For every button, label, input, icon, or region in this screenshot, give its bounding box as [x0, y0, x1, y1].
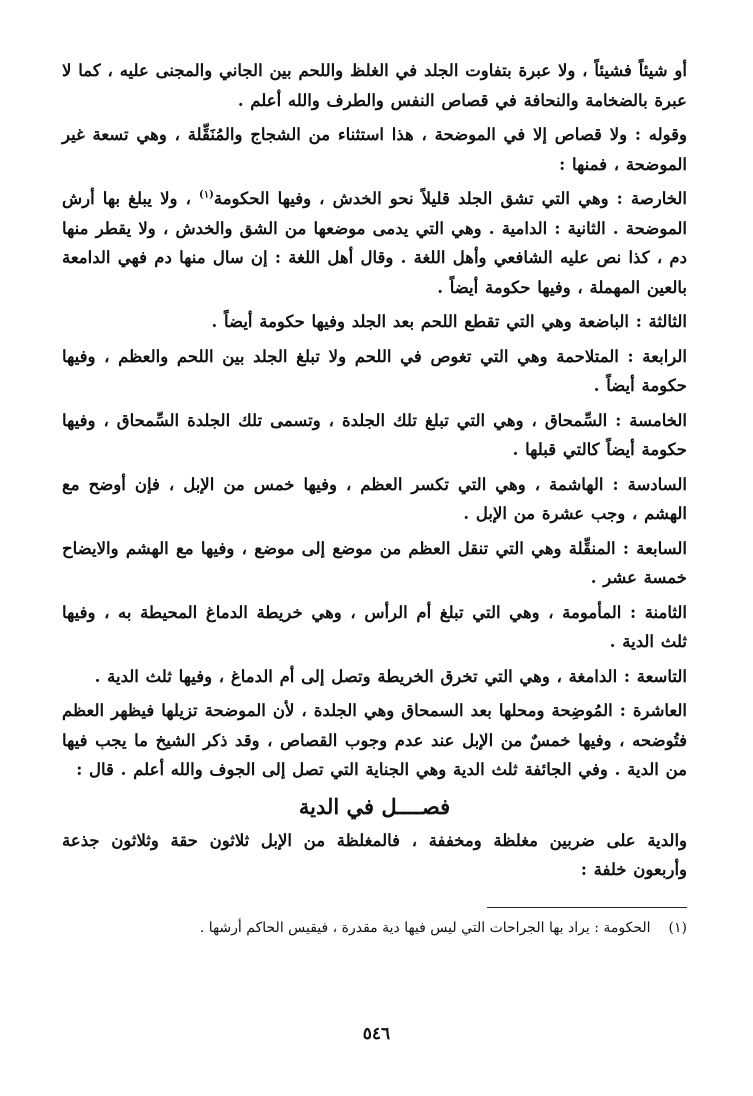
paragraph-diya: والدية على ضربين مغلظة ومخففة ، فالمغلظة من الإبل ثلاثون حقة وثلاثون جذعة وأربعون خلفة : [62, 830, 687, 879]
section-fasl-label: فصــــل [381, 793, 451, 819]
footnote-reference[interactable]: (١) [199, 189, 214, 201]
paragraph-exception: وقوله : ولا قصاص إلا في الموضحة ، هذا استثناء من الشجاج والمُنَقِّلة ، وهي تسعة غير الموضحة ، فمنها : [62, 125, 687, 174]
paragraph-simhaq: الخامسة : السِّمحاق ، وهي التي تبلغ تلك الجلدة ، وتسمى تلك الجلدة السِّمحاق ، وفيها حكومة أيضاً كالتي قبلها . [62, 410, 687, 459]
paragraph-badia: الثالثة : الباضعة وهي التي تقطع اللحم بعد الجلد وفيها حكومة أيضاً . [211, 312, 687, 331]
kharisa-text-before: الخارصة : وهي التي تشق الجلد قليلاً نحو الخدش ، وفيها الحكومة [213, 189, 687, 208]
paragraph-hashima: السادسة : الهاشمة ، وهي التي تكسر العظم ، وفيها خمس من الإبل ، فإن أوضح مع الهشم ، وجب عشرة من الإبل . [62, 474, 687, 523]
page-number: ٥٤٦ [362, 1024, 391, 1044]
paragraph-intro: أو شيئاً فشيئاً ، ولا عبرة بتفاوت الجلد في الغلظ واللحم بين الجاني والمجنى عليه ، كما لا عبرة بالضخامة والنحافة في قصاص النفس والطرف والله أعلم . [62, 61, 687, 110]
paragraph-damigha: التاسعة : الدامغة ، وهي التي تخرق الخريطة وتصل إلى أم الدماغ ، وفيها ثلث الدية . [94, 666, 687, 686]
footnote [62, 916, 687, 940]
footnote-text: الحكومة : يراد بها الجراحات التي ليس فيها دية مقدرة ، فيقيس الحاكم أرشها . [199, 919, 651, 936]
footnote-divider [487, 907, 687, 908]
paragraph-mudiha: العاشرة : المُوضِحة ومحلها بعد السمحاق وهي الجلدة ، لأن الموضحة تزيلها فيظهر العظم فتُوضحه ، وفيها خمسٌ من الإبل عند عدم وجوب القصاص ، وقد ذكر الشيخ ما يجب فيها من الدية . وفي الجائفة ثلث الدية وهي الجناية التي تصل إلى الجوف والله أعلم . قال : [62, 701, 687, 779]
paragraph-kharisa [62, 184, 687, 302]
paragraph-munaqqila: السابعة : المنقِّلة وهي التي تنقل العظم من موضع إلى موضع ، وفيها مع الهشم والايضاح خمسة عشر . [62, 538, 687, 587]
section-heading [62, 790, 687, 824]
kharisa-text-after: ، ولا يبلغ بها أرش الموضحة . الثانية : الدامية . وهي التي يدمى موضعها من الشق والخدش ، ولا يقطر منها دم ، كذا نص عليه الشافعي وأهل اللغة . وقال أهل اللغة : إن سال منها دم فهي الدامعة بالعين المهملة ، وفيها حكومة أيضاً . [62, 189, 687, 297]
footnote-number: (١) [668, 919, 687, 936]
paragraph-mamuma: الثامنة : المأمومة ، وهي التي تبلغ أم الرأس ، وهي خريطة الدماغ المحيطة به ، وفيها ثلث الدية . [62, 602, 687, 651]
paragraph-mutalahima: الرابعة : المتلاحمة وهي التي تغوص في اللحم ولا تبلغ الجلد بين اللحم والعظم ، وفيها حكومة أيضاً . [62, 346, 687, 395]
section-title: في الدية [298, 793, 375, 819]
